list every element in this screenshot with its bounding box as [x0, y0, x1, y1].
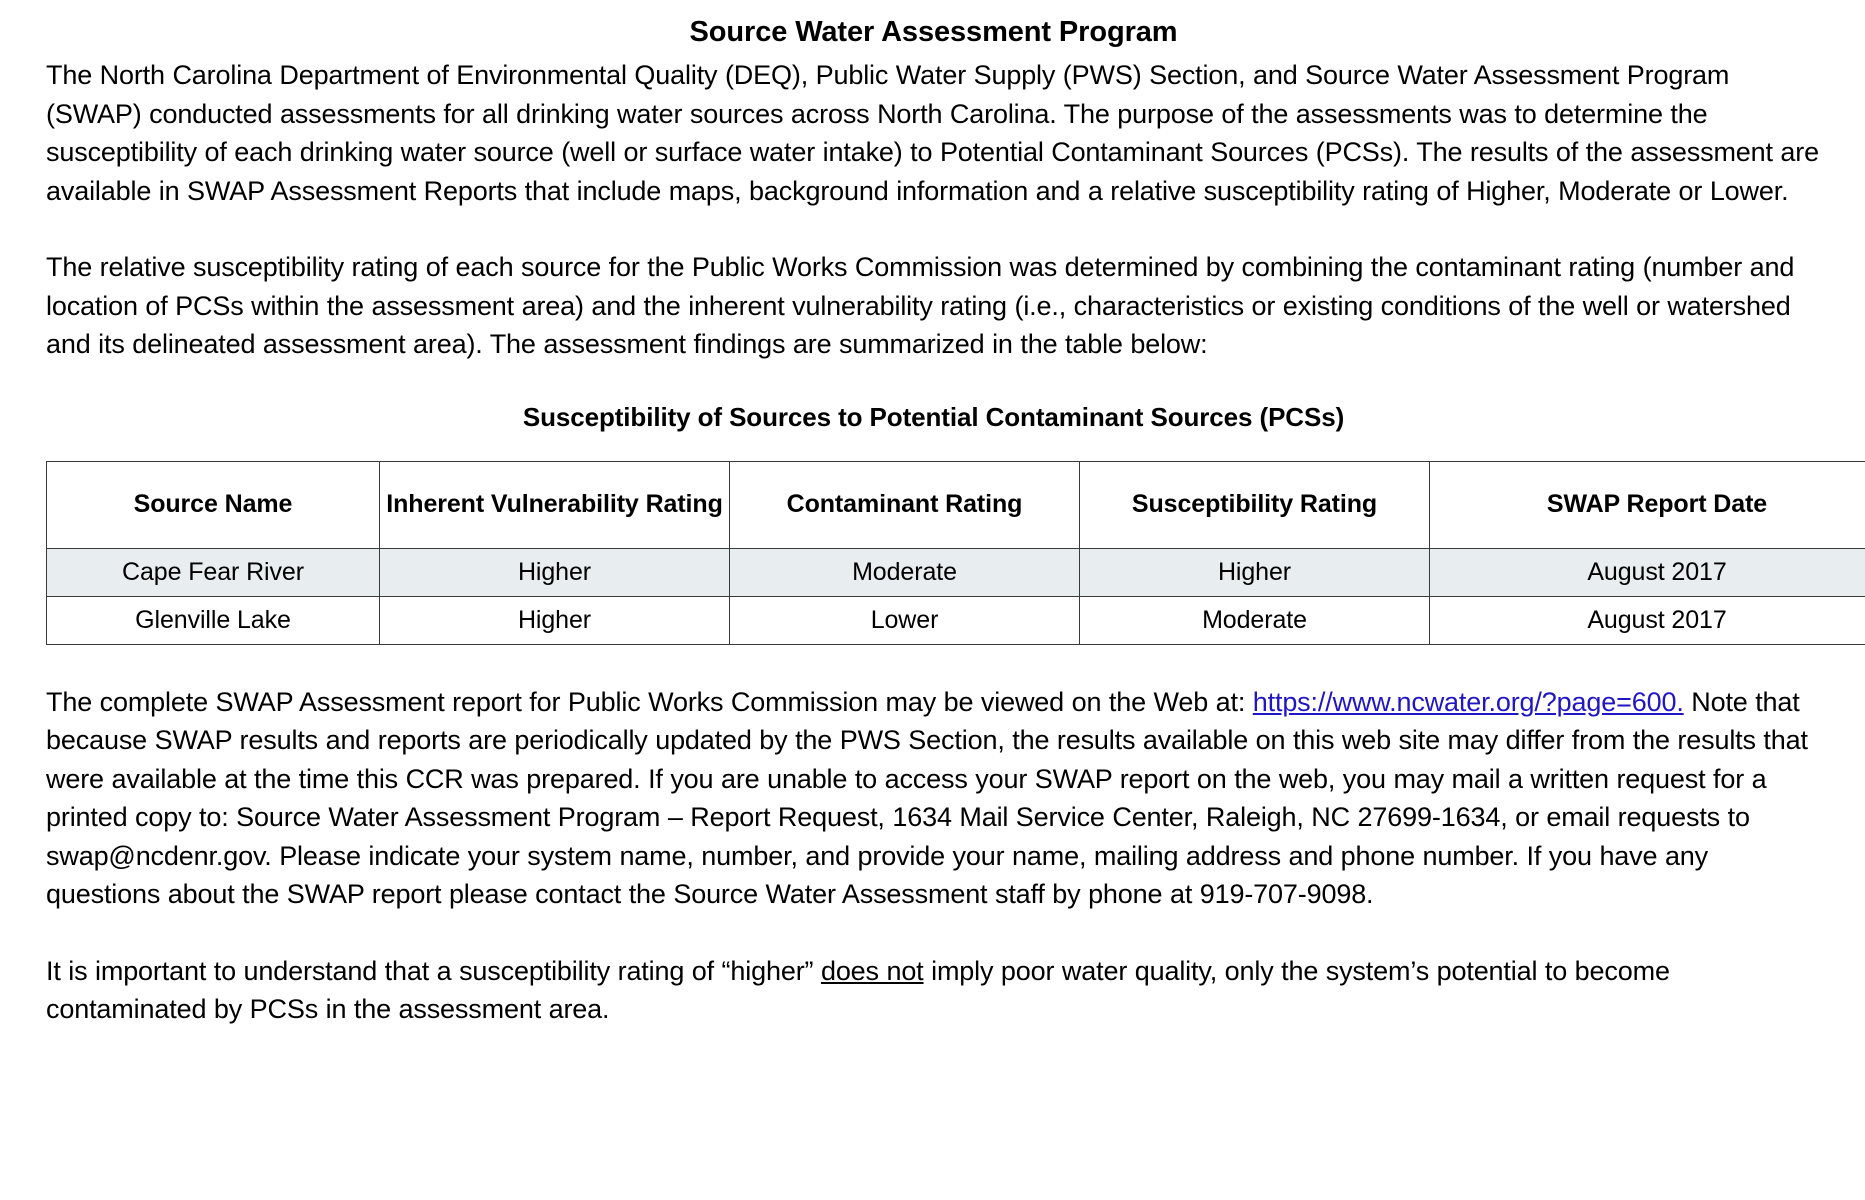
post-table-spacer — [46, 645, 1821, 683]
cell-source-name: Cape Fear River — [47, 548, 380, 596]
web-access-paragraph — [46, 683, 1821, 914]
table-caption: Susceptibility of Sources to Potential Contaminant Sources (PCSs) — [522, 401, 1345, 432]
intro-paragraph: The North Carolina Department of Environmental Quality (DEQ), Public Water Supply (PWS) Section, and Source Water Assessment Program (SWAP) conducted assessments for all drinking water sources across North Carolina. The purpose of the assessments was to determine the susceptibility of each drinking water source (well or surface water intake) to Potential Contaminant Sources (PCSs). The results of the assessment are available in SWAP Assessment Reports that include maps, background information and a relative susceptibility rating of Higher, Moderate or Lower. — [46, 60, 1820, 206]
final-paragraph-spacer — [46, 914, 1821, 952]
web-access-detail-text: Note that because SWAP results and reports are periodically updated by the PWS Section, the results available on this web site may differ from the results that were available at the time this CCR was prepared. If you are unable to access your SWAP report on the web, you may mail a written request for a printed copy to: Source Water Assessment Program – Report Request, 1634 Mail Service Center, Raleigh, NC 27699-1634, or email requests to swap@ncdenr.gov. Please indicate your system name, number, and provide your name, mailing address and phone number. If you have any questions about the SWAP report please contact the Source Water Assessment staff by phone at 919-707-9098. — [46, 686, 1808, 910]
column-header-inherent-vulnerability-rating: Inherent Vulnerability Rating — [380, 461, 730, 548]
cell-contaminant-rating: Lower — [730, 596, 1080, 644]
table-header-row — [47, 461, 1865, 548]
cell-contaminant-rating: Moderate — [730, 548, 1080, 596]
paragraph-spacer — [46, 210, 1821, 248]
caption-spacer — [46, 364, 1821, 402]
cell-swap-report-date: August 2017 — [1430, 548, 1865, 596]
cell-inherent-vulnerability-rating: Higher — [380, 548, 730, 596]
table-row — [47, 548, 1865, 596]
disclaimer-emphasis-text: does not — [820, 955, 924, 986]
disclaimer-lead-text: It is important to understand that a susceptibility rating of “higher” — [46, 955, 821, 986]
column-header-contaminant-rating: Contaminant Rating — [730, 461, 1080, 548]
susceptibility-table — [46, 461, 1865, 645]
table-row — [47, 596, 1865, 644]
document-content — [44, 14, 1821, 1029]
column-header-swap-report-date: SWAP Report Date — [1430, 461, 1865, 548]
cell-susceptibility-rating: Moderate — [1080, 596, 1430, 644]
swap-report-link[interactable]: https://www.ncwater.org/?page=600. — [1252, 686, 1684, 717]
table-spacer — [46, 433, 1821, 461]
column-header-susceptibility-rating: Susceptibility Rating — [1080, 461, 1430, 548]
table-header — [47, 461, 1865, 548]
page-title: Source Water Assessment Program — [689, 16, 1178, 48]
disclaimer-trailing-text: imply poor water quality, only the system’s potential to become contaminated by PCSs in the assessment area. — [46, 955, 1670, 1025]
susceptibility-method-paragraph: The relative susceptibility rating of each source for the Public Works Commission was determined by combining the contaminant rating (number and location of PCSs within the assessment area) and the inherent vulnerability rating (i.e., characteristics or existing conditions of the well or watershed and its delineated assessment area). The assessment findings are summarized in the table below: — [46, 252, 1795, 360]
disclaimer-paragraph — [46, 952, 1821, 1029]
cell-swap-report-date: August 2017 — [1430, 596, 1865, 644]
table-body — [47, 548, 1865, 644]
cell-susceptibility-rating: Higher — [1080, 548, 1430, 596]
web-access-intro-text: The complete SWAP Assessment report for Public Works Commission may be viewed on the Web at: — [46, 686, 1253, 717]
cell-source-name: Glenville Lake — [47, 596, 380, 644]
cell-inherent-vulnerability-rating: Higher — [380, 596, 730, 644]
column-header-source-name: Source Name — [47, 461, 380, 548]
